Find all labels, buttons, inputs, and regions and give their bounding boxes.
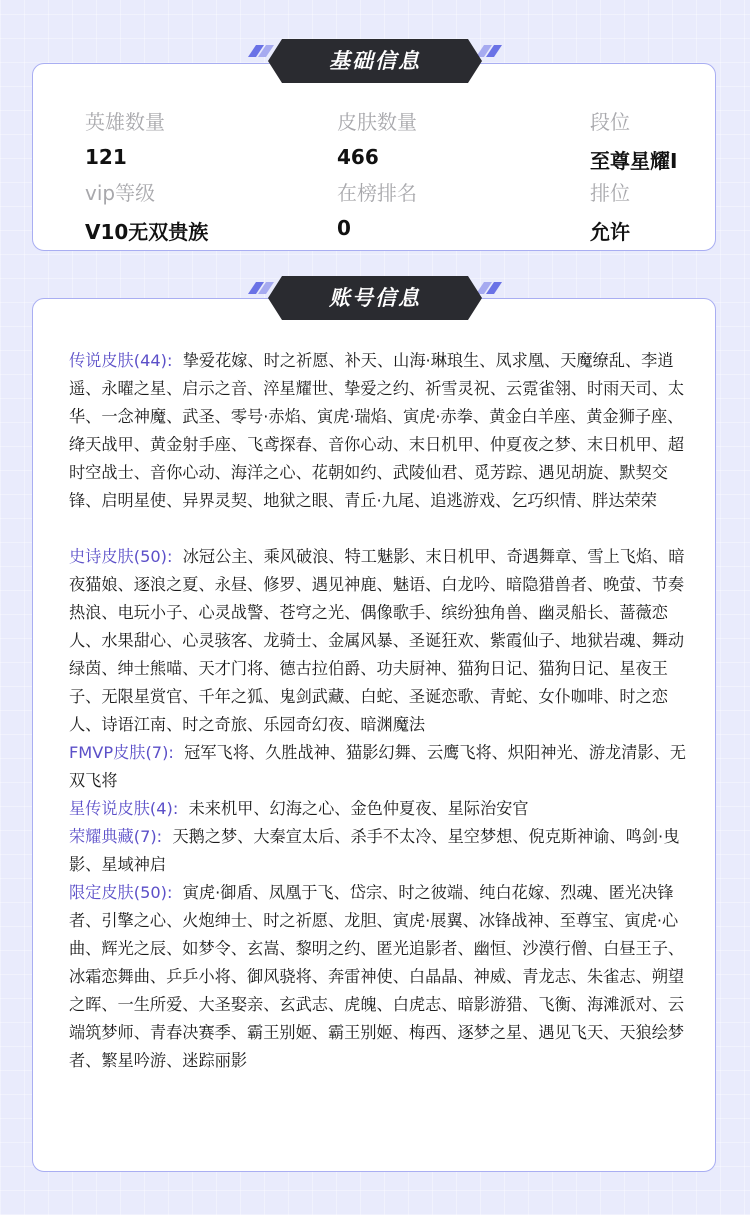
spacer [69,515,699,543]
ranked-value: 允许 [590,220,630,244]
vip-label: vip等级 [85,181,156,205]
rank-value: 至尊星耀I [590,149,678,173]
glory-collection-text: 天鹅之梦、大秦宣太后、杀手不太冷、星空梦想、倪克斯神谕、鸣剑·曳影、星域神启 [69,827,680,874]
skin-count-value: 466 [337,145,379,169]
glory-collection-skins [69,823,699,879]
leaderboard-stat [337,177,417,240]
hero-count-label: 英雄数量 [85,110,165,134]
rank-stat [590,106,677,174]
basic-info-title: 基础信息 [329,49,421,73]
epic-skins-label: 史诗皮肤(50): [69,547,173,566]
limited-skins [69,879,699,1075]
star-legend-skins-text: 未来机甲、幻海之心、金色仲夏夜、星际治安官 [188,799,529,818]
account-info-card [32,298,716,1172]
account-skin-list [69,347,699,1075]
legendary-skins-text: 挚爱花嫁、时之祈愿、补天、山海·琳琅生、凤求凰、天魔缭乱、李逍遥、永曜之星、启示之音、淬星耀世、挚爱之约、祈雪灵祝、云霓雀翎、时雨天司、太华、一念神魔、武圣、零号·赤焰、寅虎·瑞焰、寅虎·赤拳、黄金白羊座、黄金狮子座、绛天战甲、黄金射手座、飞鸢探春、音你心动、末日机甲、仲夏夜之梦、末日机甲、超时空战士、音你心动、海洋之心、花朝如约、武陵仙君、觅芳踪、遇见胡旋、默契交锋、启明星使、异界灵契、地狱之眼、青丘·九尾、追逃游戏、乞巧织情、胖达荣荣 [69,351,685,510]
vip-stat [85,177,208,245]
leaderboard-label: 在榜排名 [337,181,417,205]
limited-skins-label: 限定皮肤(50): [69,883,173,902]
epic-skins [69,543,699,739]
leaderboard-value: 0 [337,216,351,240]
star-legend-skins-label: 星传说皮肤(4): [69,799,179,818]
account-info-title: 账号信息 [329,286,421,310]
legendary-skins-label: 传说皮肤(44): [69,351,173,370]
ranked-stat [590,177,630,245]
legendary-skins [69,347,699,515]
hero-count-value: 121 [85,145,127,169]
star-legend-skins [69,795,699,823]
fmvp-skins-label: FMVP皮肤(7): [69,743,174,762]
epic-skins-text: 冰冠公主、乘风破浪、特工魅影、末日机甲、奇遇舞章、雪上飞焰、暗夜猫娘、逐浪之夏、永昼、修罗、遇见神鹿、魅语、白龙吟、暗隐猎兽者、晚萤、节奏热浪、电玩小子、心灵战警、苍穹之光、偶像歌手、缤纷独角兽、幽灵船长、蔷薇恋人、水果甜心、心灵骇客、龙骑士、金属风暴、圣诞狂欢、紫霞仙子、地狱岩魂、舞动绿茵、绅士熊喵、天才门将、德古拉伯爵、功夫厨神、猫狗日记、猫狗日记、星夜王子、无限星赏官、千年之狐、鬼剑武藏、白蛇、圣诞恋歌、青蛇、女仆咖啡、时之恋人、诗语江南、时之奇旅、乐园奇幻夜、暗渊魔法 [69,547,685,734]
basic-info-banner [246,37,504,85]
skin-count-stat [337,106,417,169]
skin-count-label: 皮肤数量 [337,110,417,134]
glory-collection-label: 荣耀典藏(7): [69,827,163,846]
fmvp-skins-text: 冠军飞将、久胜战神、猫影幻舞、云鹰飞将、炽阳神光、游龙清影、无双飞将 [69,743,686,790]
ranked-label: 排位 [590,181,630,205]
basic-info-card [32,63,716,251]
fmvp-skins [69,739,699,795]
rank-label: 段位 [590,110,630,134]
hero-count-stat [85,106,165,169]
account-info-banner [246,274,504,322]
limited-skins-text: 寅虎·御盾、凤凰于飞、岱宗、时之彼端、纯白花嫁、烈魂、匿光决锋者、引擎之心、火炮绅士、时之祈愿、龙胆、寅虎·展翼、冰锋战神、至尊宝、寅虎·心曲、辉光之辰、如梦令、玄嵩、黎明之约、匿光追影者、幽恒、沙漠行僧、白昼王子、冰霜恋舞曲、乒乒小将、御风骁将、奔雷神使、白晶晶、神威、青龙志、朱雀志、朔望之晖、一生所爱、大圣娶亲、玄武志、虎魄、白虎志、暗影游猎、飞衡、海滩派对、云端筑梦师、青春决赛季、霸王别姬、霸王别姬、梅西、逐梦之星、遇见飞天、天狼绘梦者、繁星吟游、迷踪丽影 [69,883,685,1070]
vip-value: V10无双贵族 [85,220,209,244]
